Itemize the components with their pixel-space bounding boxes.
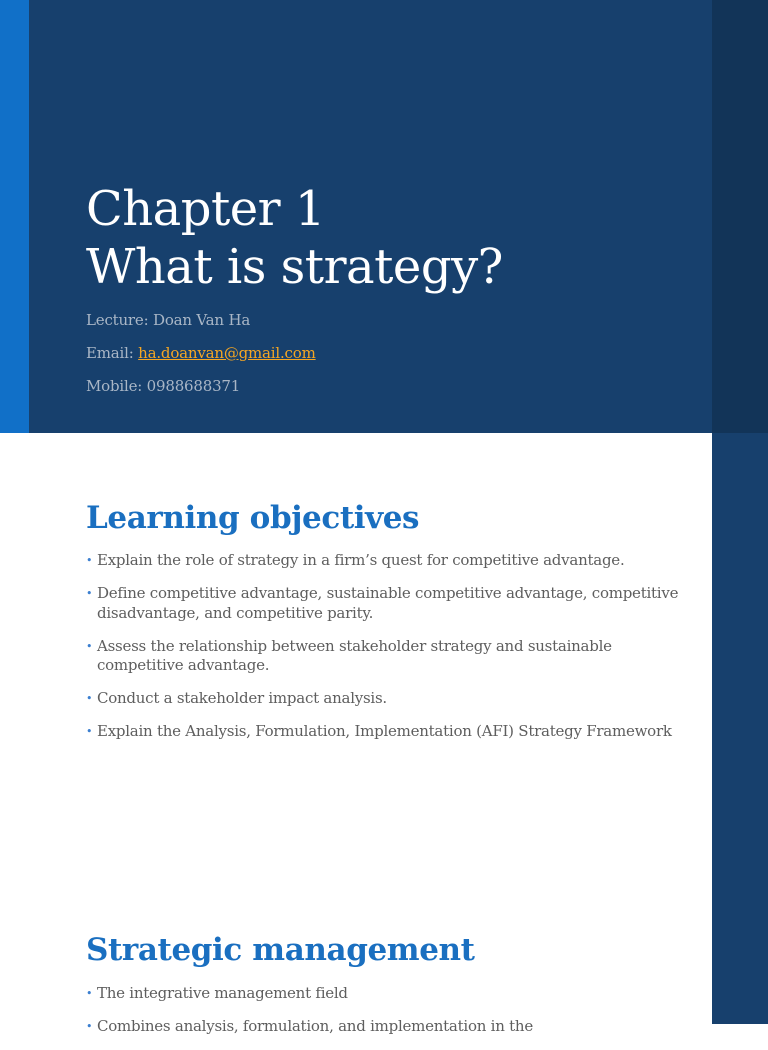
mobile-line: Mobile: 0988688371 <box>86 377 241 395</box>
title-slide <box>0 0 768 433</box>
list-item <box>86 637 696 676</box>
bullet-dot: • <box>86 987 93 1000</box>
list-item-text: Explain the role of strategy in a firm’s quest for competitive advantage. <box>97 551 625 569</box>
list-item <box>86 722 696 742</box>
title-line-question: What is strategy? <box>86 239 503 295</box>
list-item <box>86 584 696 623</box>
list-item <box>86 551 696 571</box>
lecturer-info <box>86 304 316 403</box>
slide-title <box>86 180 503 296</box>
list-item-text: Assess the relationship between stakeholder strategy and sustainable competitive advantage. <box>97 636 612 674</box>
learning-objectives-list <box>86 551 696 755</box>
learning-objectives-heading: Learning objectives <box>86 500 420 536</box>
lecturer-name: Lecture: Doan Van Ha <box>86 311 251 329</box>
list-item-text: Explain the Analysis, Formulation, Implementation (AFI) Strategy Framework <box>97 722 672 740</box>
bullet-dot: • <box>86 1020 93 1033</box>
title-line-chapter: Chapter 1 <box>86 181 325 237</box>
right-accent-bar <box>712 433 768 1024</box>
list-item <box>86 984 696 1004</box>
content-slide <box>0 433 768 1035</box>
strategic-management-heading: Strategic management <box>86 932 475 968</box>
bullet-dot: • <box>86 554 93 567</box>
list-item-text: Conduct a stakeholder impact analysis. <box>97 689 387 707</box>
bullet-dot: • <box>86 725 93 738</box>
list-item <box>86 1017 696 1037</box>
left-accent-strip <box>0 0 29 433</box>
bullet-dot: • <box>86 639 93 653</box>
list-item-text: Define competitive advantage, sustainable competitive advantage, competitive disadvantage, and competitive parity. <box>97 584 679 622</box>
list-item-text: Combines analysis, formulation, and implementation in the <box>97 1017 533 1035</box>
email-line <box>86 337 316 370</box>
strategic-management-list <box>86 984 696 1050</box>
email-link[interactable]: ha.doanvan@gmail.com <box>138 344 316 362</box>
list-item <box>86 689 696 709</box>
bullet-dot: • <box>86 587 93 600</box>
bullet-dot: • <box>86 692 93 705</box>
right-accent-strip <box>712 0 768 433</box>
email-label: Email: <box>86 344 139 362</box>
list-item-text: The integrative management field <box>97 984 348 1002</box>
